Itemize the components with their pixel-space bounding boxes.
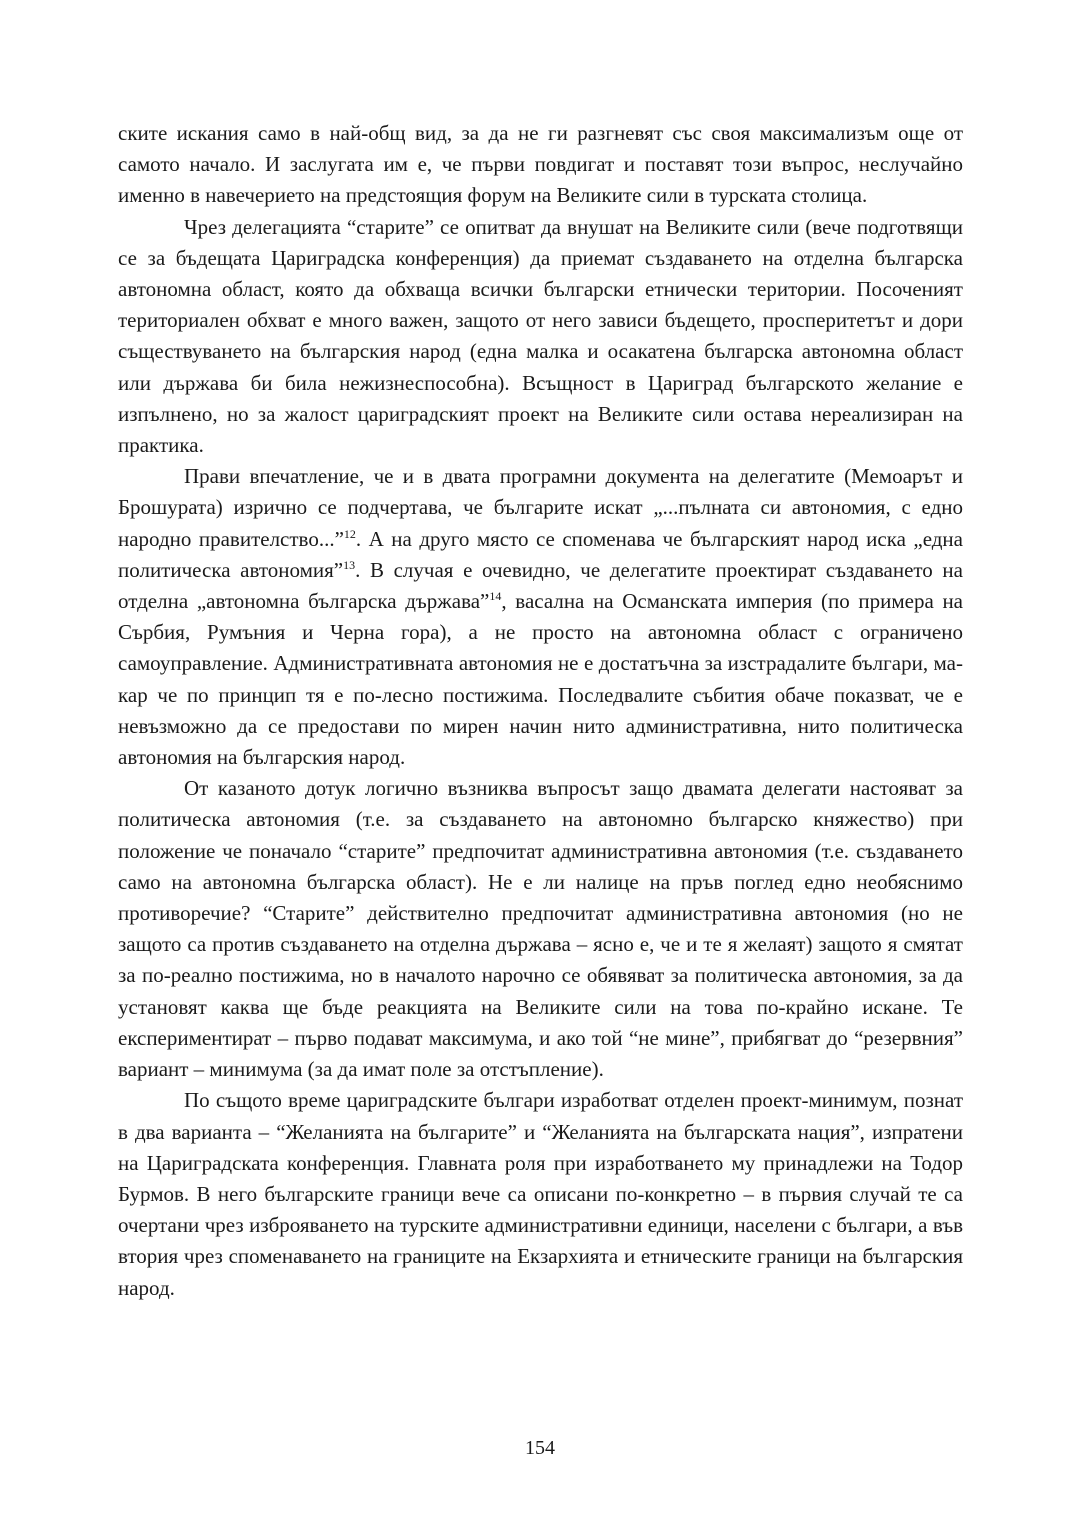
footnote-ref-14: 14 bbox=[489, 589, 502, 604]
paragraph-4 bbox=[118, 773, 963, 1085]
paragraph-2-text: Чрез делегацията “старите” се опитват да внушат на Великите сили (вече подготвящи се за бъдещата Цариградска конференция) да приемат създаването на отделна българска автономна област, която да обхваща всички български етнически територии. Посоченият териториален обхват е много важен, защото от него зависи бъдещето, просперитетът и дори съществуването на българския народ (една малка и осакатена българска автономна област или държава би била нежизнеспособна). Всъщност в Цариград българското желание е изпълнено, но за жалост цариградският проект на Великите сили остава нереализиран на практика. bbox=[118, 214, 963, 458]
footnote-ref-12: 12 bbox=[343, 526, 356, 541]
paragraph-2 bbox=[118, 212, 963, 462]
paragraph-3 bbox=[118, 461, 963, 773]
paragraph-5-text: По същото време цариградските българи изработват отделен проект-минимум, познат в два варианта – “Желанията на българите” и “Желанията на българската нация”, изпратени на Цариградската конференция. Главната роля при изработването му принадлежи на Тодор Бурмов. В него българските граници вече са описани по-конкретно – в първия случай те са очертани чрез изброяването на турските административни единици, населени с българи, а във втория чрез споменаването на границите на Екзархията и етническите граници на българския народ. bbox=[118, 1088, 963, 1300]
paragraph-3-text-a: Прави впечатление, че и в двата програмни документа на делегатите (Мемоарът и Брошурата) изрично се подчертава, че българите искат „...пълната си автономия, с едно народно правителство...” bbox=[118, 464, 963, 551]
paragraph-5 bbox=[118, 1085, 963, 1303]
paragraph-3-text-b: . А на друго място се споменава че българският народ иска „една политическа автономия” bbox=[118, 526, 963, 582]
paragraph-1 bbox=[118, 118, 963, 212]
footnote-ref-13: 13 bbox=[343, 557, 356, 572]
page-body bbox=[118, 118, 963, 1304]
paragraph-3-text-d: , васална на Османската империя (по примера на Сърбия, Румъния и Черна гора), а не просто на автономна област с ограничено самоуправление. Административната автономия не е достатъчна за изстрадалите българи, макар че по принцип тя е по-лесно постижима. Последвалите събития обаче показват, че е невъзможно да се предостави по мирен начин нито административна, нито политическа автономия на българския народ. bbox=[118, 589, 964, 770]
page-number: 154 bbox=[525, 1437, 555, 1459]
paragraph-3-text-c: . В случая е очевидно, че делегатите проектират създаването на отделна „автономна българска държава” bbox=[118, 557, 963, 614]
paragraph-1-text: ските искания само в най-общ вид, за да не ги разгневят със своя максимализъм още от самото начало. И заслугата им е, че първи повдигат и поставят този въпрос, неслучайно именно в навечерието на предстоящия форум на Великите сили в турската столица. bbox=[118, 121, 963, 208]
paragraph-4-text: От казаното дотук логично възниква въпросът защо двамата делегати настояват за политическа автономия (т.е. за създаването на автономно българско княжество) при положение че поначало “старите” предпочитат административна автономия (т.е. създаването само на автономна българска област). Не е ли налице на пръв поглед едно необяснимо противоречие? “Старите” действително предпочитат административна автономия (но не защото са против създаването на отделна държава – ясно е, че и те я желаят) защото я смятат за по-реално постижима, но в началото нарочно се обявяват за политическа автономия, за да установят каква ще бъде реакцията на Великите сили на това по-крайно искане. Те експериментират – първо подават максимума, и ако той “не мине”, прибягват до “резервния” вариант – минимума (за да имат поле за отстъпление). bbox=[118, 776, 963, 1082]
